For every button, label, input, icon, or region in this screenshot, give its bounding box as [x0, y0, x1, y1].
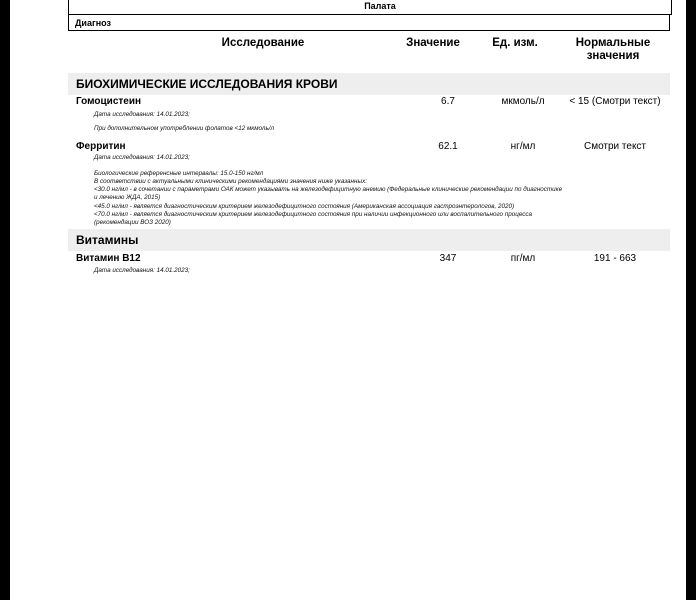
- test-norm: Смотри текст: [583, 141, 647, 152]
- test-note: В соответствии с актуальными клиническими рекомендациями значения ниже указанных:: [94, 178, 368, 185]
- section-biochemistry: БИОХИМИЧЕСКИЕ ИССЛЕДОВАНИЯ КРОВИ: [68, 73, 670, 95]
- diagnosis-row: [68, 14, 670, 31]
- ward-row: [68, 0, 672, 15]
- test-note: (рекомендации ВОЗ 2020): [94, 219, 171, 226]
- test-note: <70.0 нг/мл - является диагностическим критерием железодефицитного состояния при наличии инфекционного или воспалительного процесса: [94, 211, 533, 218]
- col-value: Значение: [406, 37, 460, 49]
- test-note: <45.0 нг/мл - является диагностическим критерием железодефицитного состояния (Американская ассоциация гастроэнтерологов, 2020): [94, 203, 515, 210]
- test-value: 347: [439, 253, 457, 264]
- test-name: Витамин В12: [76, 253, 141, 264]
- test-norm: < 15 (Смотри текст): [569, 96, 661, 107]
- test-note: При дополнительном употреблении фолатов <12 мкмоль/л: [94, 125, 275, 132]
- test-date: Дата исследования: 14.01.2023;: [94, 154, 190, 161]
- diagnosis-label: Диагноз: [75, 18, 111, 28]
- test-value: 6.7: [441, 96, 455, 107]
- col-test: Исследование: [221, 37, 305, 49]
- col-unit: Ед. изм.: [492, 37, 538, 49]
- column-headers: [68, 37, 670, 67]
- ward-label: Палата: [364, 1, 396, 11]
- test-date: Дата исследования: 14.01.2023;: [94, 111, 190, 118]
- col-norm-line2: значения: [586, 50, 640, 62]
- test-date: Дата исследования: 14.01.2023;: [94, 267, 190, 274]
- test-name: Ферритин: [76, 141, 126, 152]
- test-unit: мкмоль/л: [501, 96, 545, 107]
- test-unit: нг/мл: [510, 141, 536, 152]
- test-note: <30.0 нг/мл - в сочетании с параметрами ОАК может указывать на железодефицитную анемию (Федеральные клинические рекомендации по диагностике: [94, 186, 563, 193]
- col-norm: [558, 37, 668, 63]
- left-frame: [0, 0, 10, 600]
- test-unit: пг/мл: [510, 253, 536, 264]
- section-vitamins: Витамины: [68, 229, 670, 251]
- col-norm-line1: Нормальные: [575, 37, 651, 49]
- test-norm: 191 - 663: [593, 253, 637, 264]
- test-note: и лечению ЖДА, 2015): [94, 194, 161, 201]
- test-name: Гомоцистеин: [76, 96, 142, 107]
- lab-report-page: [10, 0, 686, 600]
- test-value: 62.1: [438, 141, 458, 152]
- right-frame: [686, 0, 696, 600]
- test-note: Биологические референсные интервалы: 15.0-150 нг/мл: [94, 170, 264, 177]
